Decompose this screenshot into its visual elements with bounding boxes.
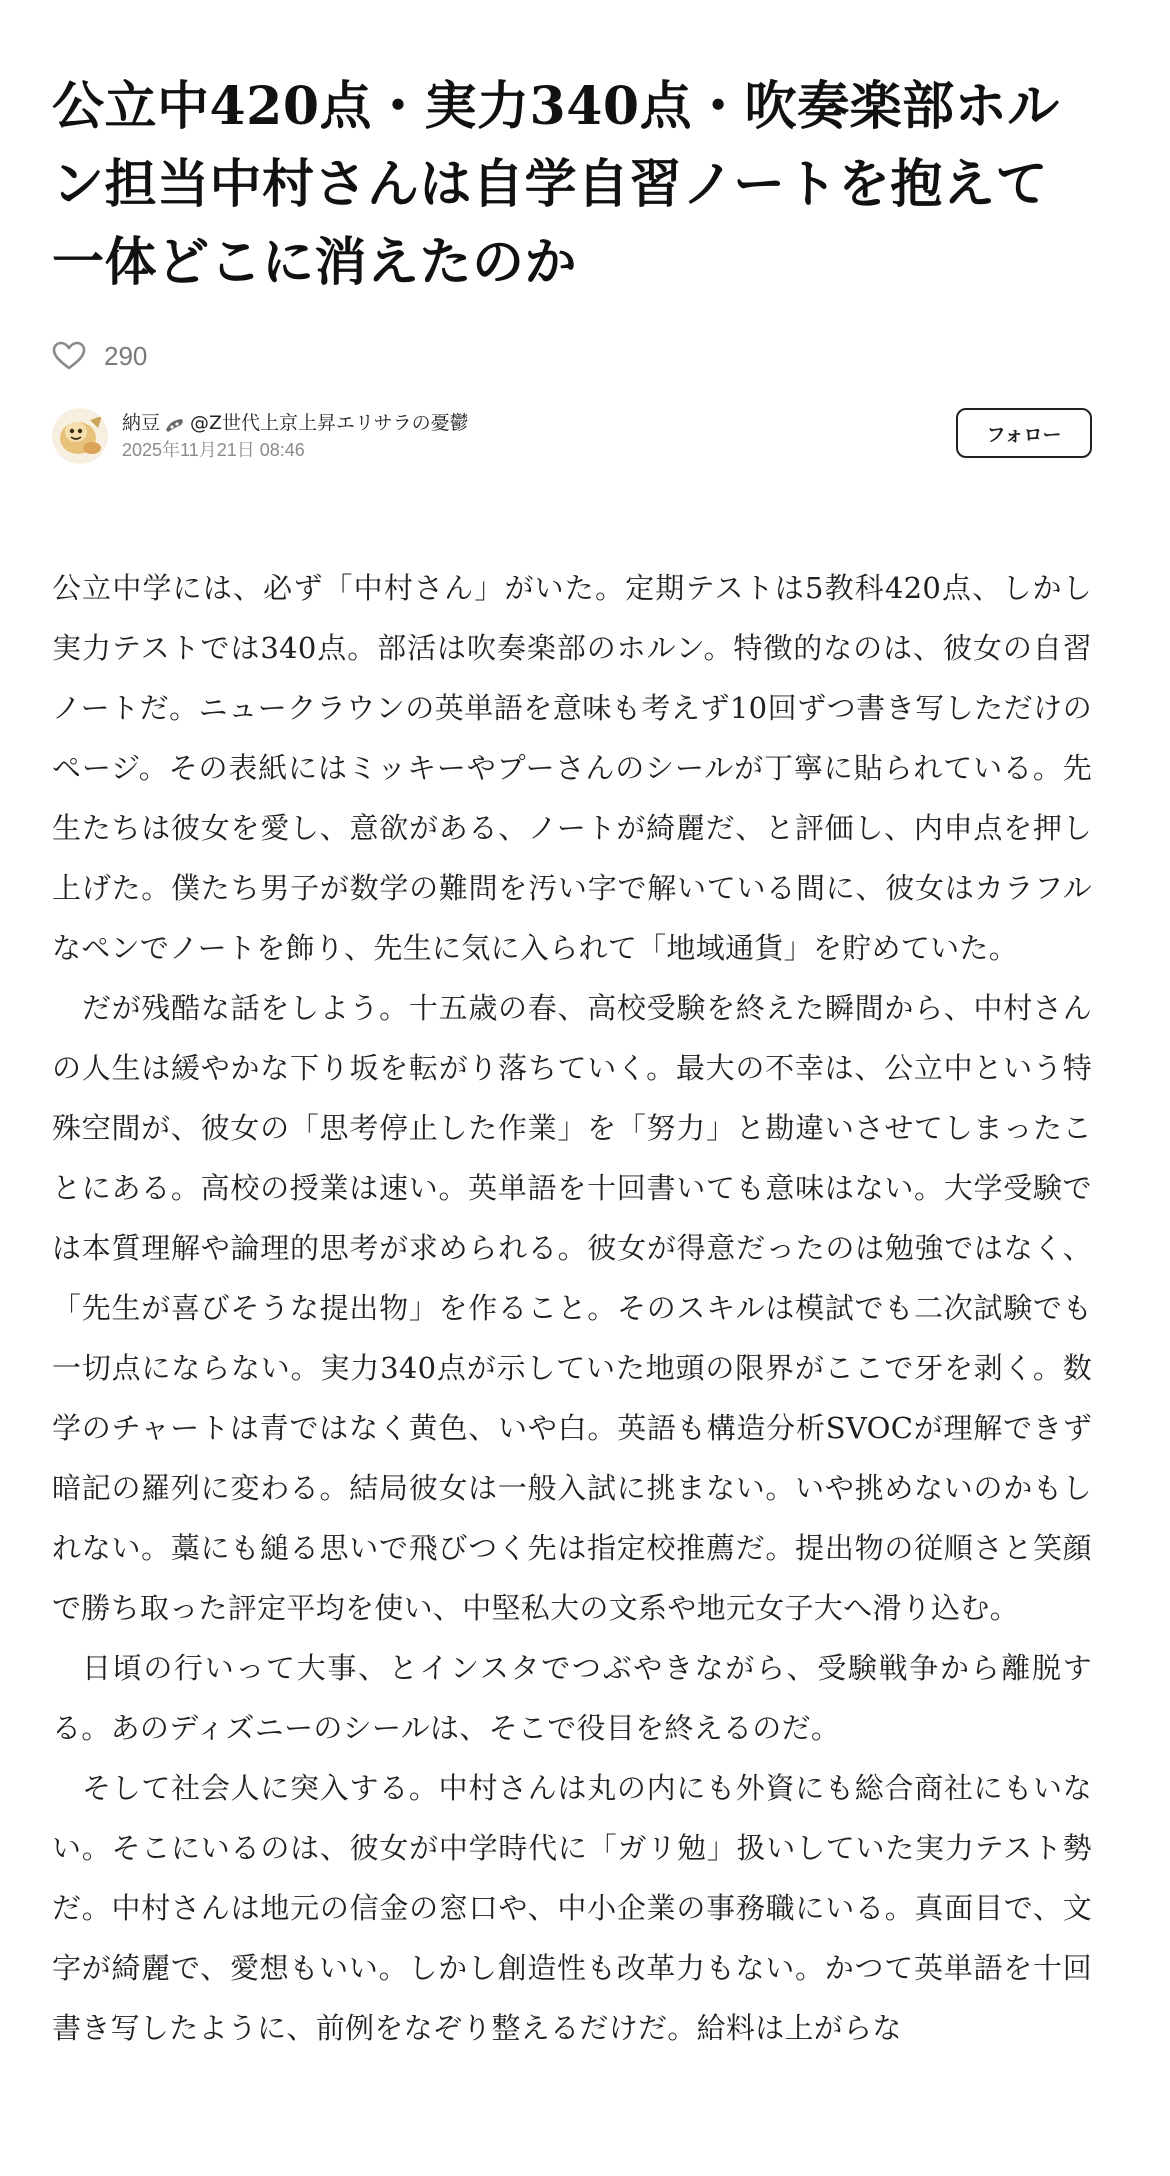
- like-count: 290: [104, 340, 148, 371]
- author-name[interactable]: [122, 409, 469, 437]
- like-row: [52, 336, 1092, 376]
- author-row: [52, 404, 1092, 468]
- article-title: 公立中420点・実力340点・吹奏楽部ホルン担当中村さんは自学自習ノートを抱えて一体どこに消えたのか: [52, 76, 1060, 293]
- article-body: [52, 558, 1092, 2058]
- author-name-handle: @Z世代上京上昇エリサラの憂鬱: [190, 412, 469, 434]
- author-meta: [122, 409, 469, 463]
- author-name-prefix: 納豆: [122, 412, 161, 434]
- paragraph: そして社会人に突入する。中村さんは丸の内にも外資にも総合商社にもいない。そこにいるのは、彼女が中学時代に「ガリ勉」扱いしていた実力テスト勢だ。中村さんは地元の信金の窓口や、中小企業の事務職にいる。真面目で、文字が綺麗で、愛想もいい。しかし創造性も改革力もない。かつて英単語を十回書き写したように、前例をなぞり整えるだけだ。給料は上がらな: [52, 1771, 1092, 2045]
- paragraph: だが残酷な話をしよう。十五歳の春、高校受験を終えた瞬間から、中村さんの人生は緩やかな下り坂を転がり落ちていく。最大の不幸は、公立中という特殊空間が、彼女の「思考停止した作業」を「努力」と勘違いさせてしまったことにある。高校の授業は速い。英単語を十回書いても意味はない。大学受験では本質理解や論理的思考が求められる。彼女が得意だったのは勉強ではなく、「先生が喜びそうな提出物」を作ること。そのスキルは模試でも二次試験でも一切点にならない。実力340点が示していた地頭の限界がここで牙を剥く。数学のチャートは青ではなく黄色、いや白。英語も構造分析SVOCが理解できず暗記の羅列に変わる。結局彼女は一般入試に挑まない。いや挑めないのかもしれない。藁にも縋る思いで飛びつく先は指定校推薦だ。提出物の従順さと笑顔で勝ち取った評定平均を使い、中堅私大の文系や地元女子大へ滑り込む。: [52, 991, 1092, 1625]
- heart-icon[interactable]: [52, 341, 86, 371]
- follow-button[interactable]: フォロー: [956, 408, 1092, 458]
- bean-icon: [164, 414, 186, 432]
- paragraph: 公立中学には、必ず「中村さん」がいた。定期テストは5教科420点、しかし実力テストでは340点。部活は吹奏楽部のホルン。特徴的なのは、彼女の自習ノートだ。ニュークラウンの英単語を意味も考えず10回ずつ書き写しただけのページ。その表紙にはミッキーやプーさんのシールが丁寧に貼られている。先生たちは彼女を愛し、意欲がある、ノートが綺麗だ、と評価し、内申点を押し上げた。僕たち男子が数学の難問を汚い字で解いている間に、彼女はカラフルなペンでノートを飾り、先生に気に入られて「地域通貨」を貯めていた。: [52, 571, 1092, 965]
- article-page: [52, 0, 1092, 2058]
- post-date: 2025年11月21日 08:46: [122, 440, 305, 460]
- avatar[interactable]: [52, 408, 108, 464]
- paragraph: 日頃の行いって大事、とインスタでつぶやきながら、受験戦争から離脱する。あのディズニーのシールは、そこで役目を終えるのだ。: [52, 1651, 1092, 1745]
